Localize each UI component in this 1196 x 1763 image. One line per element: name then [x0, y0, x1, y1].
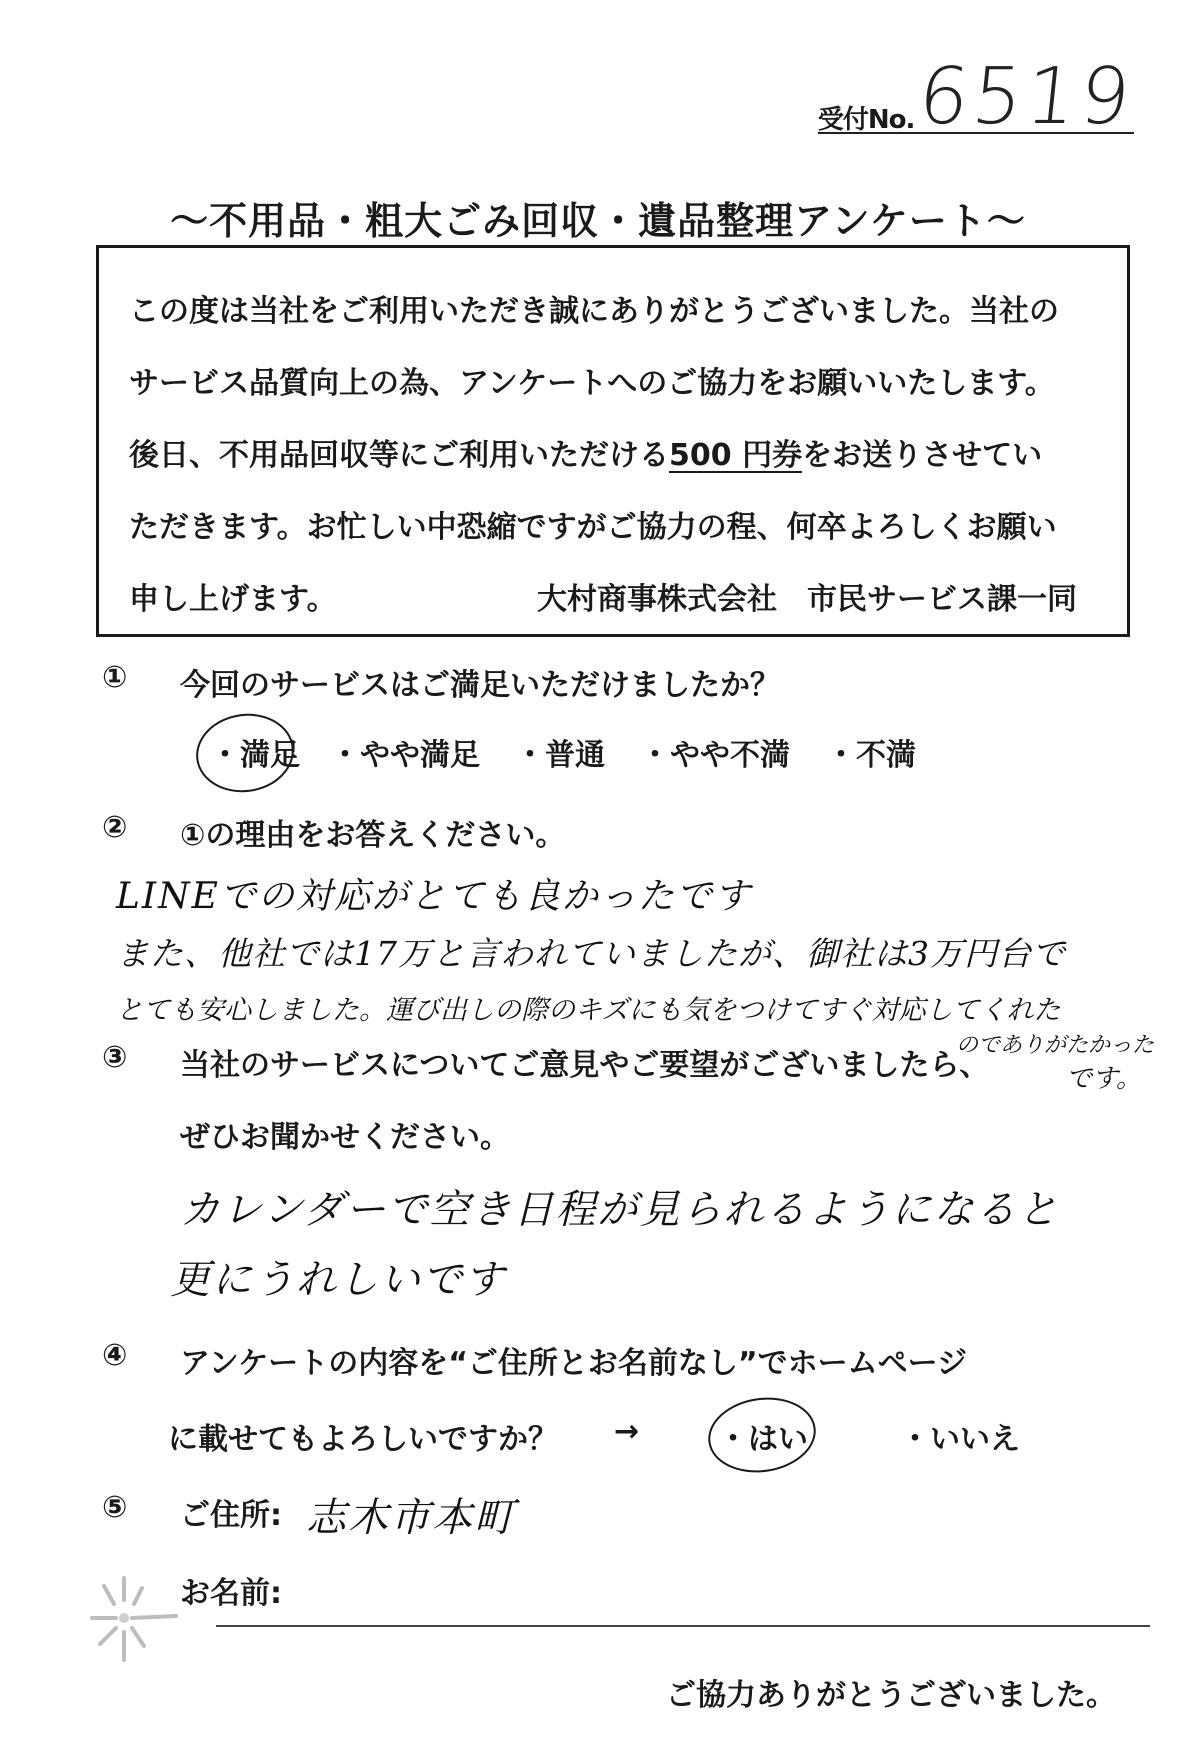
q3-answer-line-2: 更にうれしいです: [170, 1257, 506, 1303]
q2-answer-line-1: LINEでの対応がとても良かったです: [116, 876, 752, 917]
q5-number: ⑤: [102, 1490, 128, 1525]
q2-answer-line-3: とても安心しました。運び出しの際のキズにも気をつけてすぐ対応してくれた: [116, 995, 1061, 1026]
flower-decoration-icon: [86, 1570, 186, 1670]
q3-answer-line-1: カレンダーで空き日程が見られるようになると: [180, 1187, 1060, 1233]
q2-answer-line-5: です。: [1066, 1064, 1142, 1094]
q2-answer-line-4: のでありがたかった: [956, 1033, 1155, 1058]
thank-you-footer: ご協力ありがとうございました。: [666, 1678, 1116, 1713]
address-value[interactable]: 志木市本町: [306, 1495, 516, 1541]
receipt-number-block: [817, 52, 1139, 142]
q4-option-no[interactable]: ・いいえ: [900, 1422, 1020, 1457]
q4-option-yes[interactable]: ・はい: [718, 1422, 808, 1457]
name-line[interactable]: [216, 1625, 1150, 1627]
name-label: お名前:: [180, 1576, 282, 1611]
q2-question: ①の理由をお答えください。: [180, 818, 566, 853]
intro-line-3-post: をお送りさせてい: [802, 438, 1043, 473]
address-label: ご住所:: [180, 1498, 282, 1533]
q2-number: ②: [102, 810, 128, 845]
q1-option-normal[interactable]: ・普通: [515, 738, 605, 773]
q4-question-line-2: に載せてもよろしいですか？: [168, 1422, 558, 1457]
q3-question-line-2: ぜひお聞かせください。: [180, 1120, 510, 1155]
q3-question: 当社のサービスについてご意見やご要望がございましたら、: [180, 1048, 990, 1083]
q4-selection-circle: [703, 1391, 820, 1479]
survey-title: ～不用品・粗大ごみ回収・遺品整理アンケート～: [170, 199, 1026, 243]
intro-line-5: 申し上げます。: [129, 582, 337, 617]
receipt-label: 受付No.: [817, 105, 915, 135]
voucher-amount: 500 円券: [669, 438, 803, 473]
q1-option-somewhat-satisfied[interactable]: ・やや満足: [330, 738, 480, 773]
intro-line-1: この度は当社をご利用いただき誠にありがとうございました。当社の: [129, 294, 1059, 329]
q1-number: ①: [102, 660, 128, 695]
q1-selection-circle: [191, 708, 299, 799]
q4-question: アンケートの内容を“ご住所とお名前なし”でホームページ: [180, 1346, 968, 1381]
q2-answer-line-2: また、他社では17万と言われていましたが、御社は3万円台で: [116, 934, 1066, 973]
q1-option-dissatisfied[interactable]: ・不満: [826, 738, 916, 773]
q1-question: 今回のサービスはご満足いただけましたか？: [180, 668, 780, 703]
intro-line-3: [129, 430, 1042, 474]
company-signature: 大村商事株式会社 市民サービス課一同: [537, 582, 1077, 617]
intro-box: [96, 245, 1130, 637]
q4-number: ④: [102, 1338, 128, 1373]
intro-line-4: ただきます。お忙しい中恐縮ですがご協力の程、何卒よろしくお願い: [129, 510, 1057, 545]
receipt-number-handwritten: 6519: [914, 52, 1139, 142]
q3-number: ③: [102, 1040, 128, 1075]
intro-line-3-pre: 後日、不用品回収等にご利用いただける: [129, 438, 669, 473]
receipt-underline: [818, 132, 1134, 134]
intro-line-2: サービス品質向上の為、アンケートへのご協力をお願いいたします。: [129, 366, 1055, 401]
q1-option-satisfied[interactable]: ・満足: [210, 738, 300, 773]
q1-option-somewhat-dissatisfied[interactable]: ・やや不満: [640, 738, 790, 773]
q4-arrow: →: [614, 1414, 640, 1449]
